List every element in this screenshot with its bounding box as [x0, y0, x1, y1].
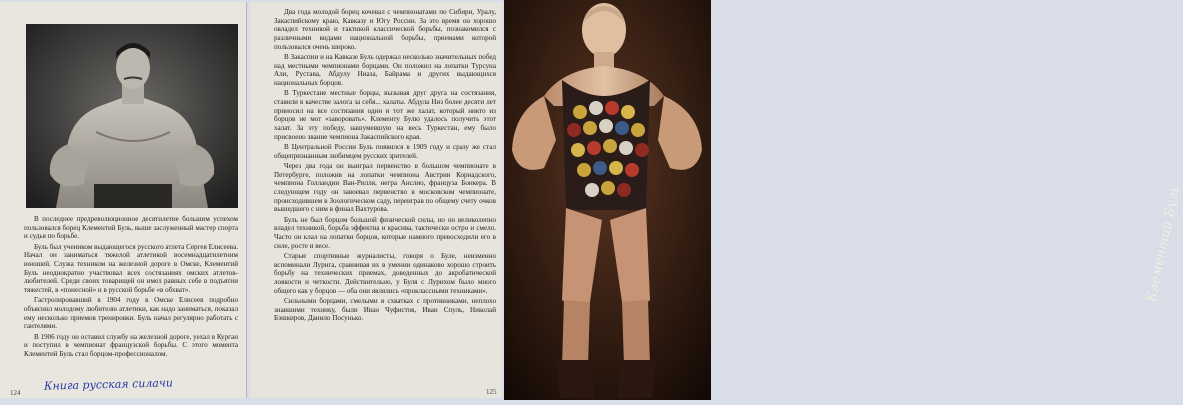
wrestler-full-length-photo	[504, 0, 1183, 400]
wrestler-portrait-image	[26, 24, 238, 208]
paragraph: В 1906 году он оставил службу на железной дороге, уехал в Курган и поступил в чемпионат французской борьбы. С этого момента Клементий Буль стал борцом-профессионалом.	[24, 332, 238, 359]
paragraph: Через два года он выиграл первенство в большом чемпионате в Петербурге, положив на лопатки чемпиона Австрии Корнадского, чемпиона Голландии Ван-Рилля, негра Анслио, француза Бонкера. В следующем году он завоевал первенство в московском чемпионате, происходившем в Зоологическом саду, переиграв по общему счету очков вышедшего с ним в финал Вахтурова.	[274, 161, 496, 214]
left-page-text	[24, 215, 238, 391]
paragraph: В последнее предреволюционное десятилетие большим успехом пользовался борец Клементий Буль, выше заслуженный мастер спорта и судья по борьбе.	[24, 215, 238, 241]
wrestler-portrait-photo	[26, 24, 238, 208]
right-page-text	[274, 8, 496, 392]
paragraph: Два года молодой борец кочевал с чемпионатами по Сибири, Уралу, Закаспийскому краю, Кавказу и Югу России. За это время он хорошо овладел техникой и тактикой классической борьбы, познакомился с различными видами национальной борьбы, приемами которой пользовался очень широко.	[274, 8, 496, 51]
paragraph: Старые спортивные журналисты, говоря о Буле, неизменно вспоминали Лурига, сравнивая их в умении одинаково хорошо строить борьбу на технических приемах, доведенных до акробатической ловкости и четкости. Действительно, у Буля с Лурихом было много общего как у борцов — оба они являлись «проклассными техниками».	[274, 251, 496, 295]
paragraph: В Туркестане местные борцы, вызывая друг друга на состязания, ставили в качестве залога за себя... халаты. Абдула Низ более десяти лет приносил на все состязания один и тот же халат, который никто из борцов не мог «заворовать». Клементу Булю удалось получить этот халат. За эту победу, нашумевшую на весь Туркестан, ему было присвоено звание чемпиона Закаспийского края.	[274, 89, 496, 141]
paragraph: Буль был учеником выдающегося русского атлета Сергея Елисеева. Начал он заниматься тяжелой атлетикой восемнадцатилетним юношей. Служа техником на железной дороге в Омске, Клементий Буль неоднократно участвовал всех состязаниях омских атлетов-любителей. Среди своих товарищей он имел равных себе в подъятии тяжестей, в «понесной» и в русской борьбе «в обхват».	[24, 242, 238, 295]
wrestler-full-length-image	[504, 0, 711, 400]
paragraph: Буль не был борцом большой физической силы, но он великолепно владел техникой, борьба эффектна и красива, тактически остро и смело. Часто он клал на лопатки борцов, которые намного превосходили его в силе, росте и весе.	[274, 215, 496, 250]
paragraph: В Центральной России Буль появился в 1909 году и сразу же стал общепризнанным любимцем русских зрителей.	[274, 143, 496, 160]
paragraph: Сильными борцами, смелыми в схватках с противниками, неплохо знавшими технику, были Иван Чуфистов, Иван Спуль, Николай Бэшкиров, Данило Посунько.	[274, 297, 496, 323]
paragraph: Гастролировавший в 1904 году в Омске Елисеев подробно объяснил молодому любителю атлетики, как надо заниматься, показал ему несколько приемов тренировки. Буль начал регулярно работать с гантелями.	[24, 296, 238, 331]
left-book-page	[0, 2, 247, 398]
paragraph: В Закаспии и на Кавказе Буль одержал несколько значительных побед над местными чемпионами борцами. Он положил на лопатки Турсуна Али, Рустава, Абдулу Ниаза, Байрама и других выдающихся национальных борцов.	[274, 53, 496, 88]
right-book-page	[250, 2, 502, 398]
handwritten-caption: Книга русская силачи	[43, 376, 173, 393]
page-number: 124	[10, 389, 21, 397]
handwritten-signature: Клементий Буль	[1144, 183, 1183, 304]
page-number: 125	[486, 388, 497, 396]
